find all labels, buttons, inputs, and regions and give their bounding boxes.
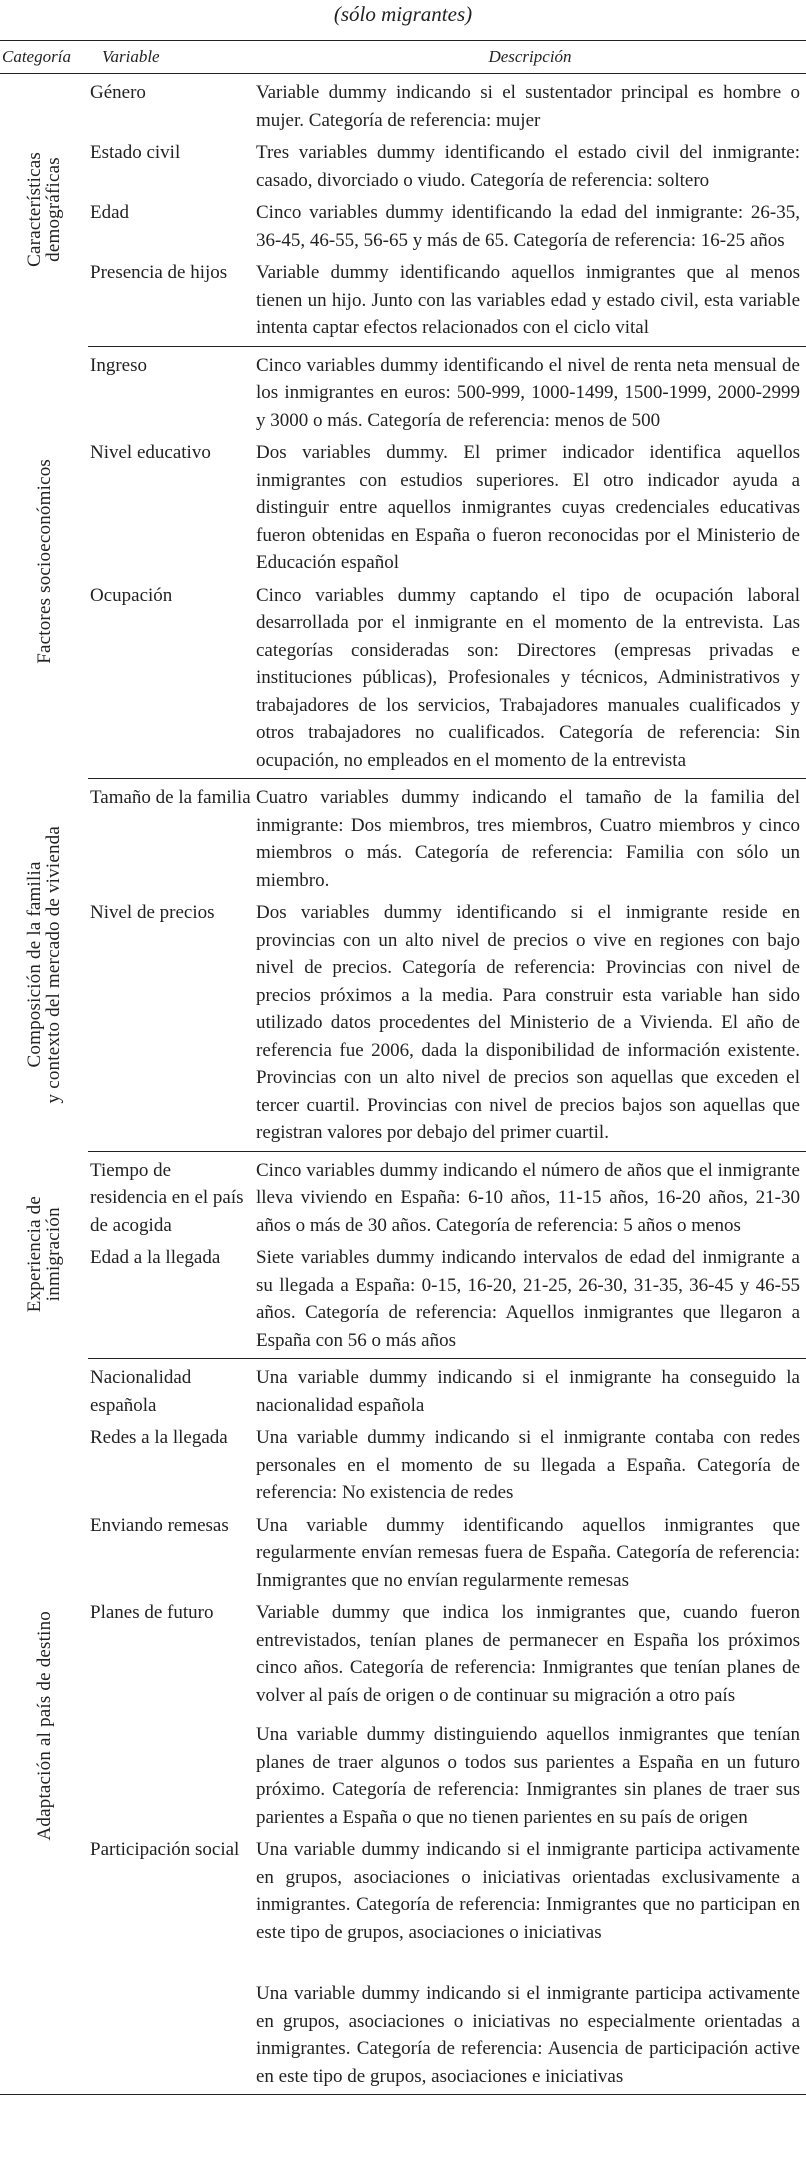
category-label-line: y contexto del mercado de vivienda: [43, 825, 64, 1103]
table-row: [88, 1831, 806, 2090]
variable-cell: Estado civil: [90, 142, 181, 163]
table-section: [0, 1358, 806, 2094]
description-cell: [256, 1244, 806, 1354]
table-section: [0, 778, 806, 1151]
category-label-line: Adaptación al país de destino: [33, 1611, 55, 1841]
variable-cell: Género: [90, 82, 146, 103]
description-cell: [256, 139, 806, 194]
table-row: [88, 1507, 806, 1595]
category-label-line: Características: [24, 152, 45, 268]
table-row: [88, 1419, 806, 1507]
description-cell: [256, 784, 806, 894]
table-row: [88, 347, 806, 435]
table-row: [88, 194, 806, 254]
variable-cell: Planes de futuro: [90, 1602, 214, 1623]
table-subtitle: (sólo migrantes): [333, 2, 473, 26]
table-row: [88, 894, 806, 1147]
table-section: [0, 74, 806, 346]
description-paragraph: Cuatro variables dummy indicando el tamaño de la familia del inmigrante: Dos miembros, tres miembros, Cuatro miembros y cinco miembros o más. Categoría de referencia: Familia con sólo un miembro.: [256, 787, 800, 891]
category-cell: [0, 74, 88, 346]
category-label: [35, 1611, 54, 1841]
description-paragraph: Una variable dummy distinguiendo aquellos inmigrantes que tenían planes de traer algunos o todos sus parientes a España en un futuro próximo. Categoría de referencia: Inmigrantes sin planes de traer sus parientes a España o que no tienen parientes en su país de origen: [256, 1724, 800, 1828]
variable-cell: Nivel de precios: [90, 902, 215, 923]
category-label: [25, 152, 63, 267]
description-paragraph: Variable dummy identificando aquellos inmigrantes que al menos tienen un hijo. Junto con las variables edad y estado civil, esta variable intenta captar efectos relacionados con el ciclo vital: [256, 262, 800, 338]
table-body: [0, 74, 806, 2094]
table-row: [88, 434, 806, 577]
description-paragraph: Cinco variables dummy captando el tipo de ocupación laboral desarrollada por el inmigrante en el momento de la entrevista. Las categorías consideradas son: Directores (empresas privadas e instituciones públicas), Profesionales y técnicos, Administrativos y trabajadores de los servicios, Trabajadores manuales cualificados y otros trabajadores no cualificados. Categoría de referencia: Sin ocupación, no empleados en el momento de la entrevista: [256, 584, 800, 771]
category-cell: [0, 778, 88, 1151]
header-variable: Variable: [102, 47, 160, 66]
description-cell: [256, 1599, 806, 1831]
variable-cell: Participación social: [90, 1839, 240, 1860]
category-label: [35, 459, 54, 664]
description-paragraph: Siete variables dummy indicando intervalos de edad del inmigrante a su llegada a España: 0-15, 16-20, 21-25, 26-30, 31-35, 36-45 y 46-55 años. Categoría de referencia: Aquellos inmigrantes que llegaron a España con 56 o más años: [256, 1247, 800, 1351]
variable-cell: Nivel educativo: [90, 442, 211, 463]
description-cell: [256, 439, 806, 577]
description-paragraph: Una variable dummy indicando si el inmigrante contaba con redes personales en el momento de su llegada a España. Categoría de referencia: No existencia de redes: [256, 1427, 800, 1503]
variable-cell: Enviando remesas: [90, 1514, 229, 1536]
category-label-line: inmigración: [43, 1207, 64, 1302]
table-section: [0, 1151, 806, 1359]
category-label-line: Factores socioeconómicos: [33, 459, 55, 665]
description-paragraph: Cinco variables dummy indicando el número de años que el inmigrante lleva viviendo en España: 6-10 años, 11-15 años, 16-20 años, 21-30 años o más de 30 años. Categoría de referencia: 5 años o menos: [256, 1159, 800, 1236]
table-row: [88, 134, 806, 194]
table-row: [88, 254, 806, 342]
section-rows: [88, 778, 806, 1151]
variable-cell: Ingreso: [90, 354, 147, 376]
variable-cell: Tamaño de la familia: [90, 787, 251, 808]
category-label: [25, 826, 63, 1103]
variable-cell: Ocupación: [90, 584, 173, 606]
table-row: [88, 1359, 806, 1419]
description-paragraph: Una variable dummy indicando si el inmigrante participa activamente en grupos, asociaciones o iniciativas orientadas exclusivamente a inmigrantes. Categoría de referencia: Inmigrantes que no participan en este tipo de grupos, asociaciones o iniciativas: [256, 1839, 800, 1943]
description-cell: [256, 1512, 806, 1595]
description-paragraph: Tres variables dummy identificando el estado civil del inmigrante: casado, divorciado o viudo. Categoría de referencia: soltero: [256, 142, 800, 191]
description-paragraph: Una variable dummy indicando si el inmigrante participa activamente en grupos, asociaciones o iniciativas no especialmente orientadas a inmigrantes. Categoría de referencia: Ausencia de participación active en este tipo de grupos, asociaciones e iniciativas: [256, 1983, 800, 2087]
category-label-line: demográficas: [43, 157, 64, 263]
table-row: [88, 1239, 806, 1354]
description-cell: [256, 352, 806, 435]
description-cell: [256, 1424, 806, 1507]
category-cell: [0, 1151, 88, 1359]
bottom-rule: [0, 2094, 806, 2099]
description-paragraph: Dos variables dummy. El primer indicador identifica aquellos inmigrantes con estudios superiores. El otro indicador ayuda a distinguir entre aquellos inmigrantes cuyas credenciales educativas fueron obtenidas en España o fueron reconocidas por el Ministerio de Educación español: [256, 442, 800, 573]
description-paragraph: Una variable dummy indicando si el inmigrante ha conseguido la nacionalidad española: [256, 1367, 800, 1416]
description-cell: [256, 79, 806, 134]
description-cell: [256, 1157, 806, 1240]
description-cell: [256, 199, 806, 254]
description-paragraph: Variable dummy indicando si el sustentador principal es hombre o mujer. Categoría de referencia: mujer: [256, 82, 800, 131]
table-row: [88, 74, 806, 134]
category-label: [25, 1196, 63, 1312]
description-paragraph: Cinco variables dummy identificando la edad del inmigrante: 26-35, 36-45, 46-55, 56-65 y más de 65. Categoría de referencia: 16-25 años: [256, 202, 800, 251]
category-cell: [0, 1358, 88, 2094]
description-cell: [256, 1364, 806, 1419]
table-header: [0, 40, 806, 74]
variable-cell: Nacionalidad española: [90, 1367, 192, 1416]
table-section: [0, 346, 806, 779]
table-row: [88, 577, 806, 775]
description-cell: [256, 259, 806, 342]
description-paragraph: Variable dummy que indica los inmigrantes que, cuando fueron entrevistados, tenían planes de permanecer en España los próximos cinco años. Categoría de referencia: Inmigrantes que tenían planes de volver al país de origen o de continuar su migración a otro país: [256, 1602, 800, 1706]
section-rows: [88, 74, 806, 346]
section-rows: [88, 346, 806, 779]
table-row: [88, 1594, 806, 1831]
category-label-line: Experiencia de: [24, 1196, 45, 1313]
description-paragraph: Cinco variables dummy identificando el nivel de renta neta mensual de los inmigrantes en euros: 500-999, 1000-1499, 1500-1999, 2000-2999 y 3000 o más. Categoría de referencia: menos de 500: [256, 354, 800, 431]
category-cell: [0, 346, 88, 779]
description-cell: [256, 899, 806, 1147]
variable-cell: Presencia de hijos: [90, 262, 228, 283]
header-categoria: Categoría: [2, 47, 71, 66]
variable-cell: Redes a la llegada: [90, 1427, 228, 1448]
variable-cell: Edad: [90, 202, 130, 223]
description-paragraph: Una variable dummy identificando aquellos inmigrantes que regularmente envían remesas fuera de España. Categoría de referencia: Inmigrantes que no envían regularmente remesas: [256, 1514, 800, 1591]
description-cell: [256, 582, 806, 775]
description-cell: [256, 1836, 806, 2090]
table-row: [88, 779, 806, 894]
section-rows: [88, 1151, 806, 1359]
variable-cell: Tiempo de residencia en el país de acogida: [90, 1159, 244, 1236]
header-descripcion: Descripción: [488, 47, 572, 66]
category-label-line: Composición de la familia: [24, 861, 45, 1068]
description-paragraph: Dos variables dummy identificando si el inmigrante reside en provincias con un alto nivel de precios o vive en regiones con bajo nivel de precios. Categoría de referencia: Provincias con nivel de precios próximos a la media. Para construir esta variable han sido utilizado datos procedentes del Ministerio de a Vivienda. El año de referencia fue 2006, dada la disponibilidad de información existente. Provincias con un alto nivel de precios son aquellas que exceden el tercer cuartil. Provincias con nivel de precios bajos son aquellas que registran valores por debajo del primer cuartil.: [256, 902, 800, 1143]
section-rows: [88, 1358, 806, 2094]
variable-cell: Edad a la llegada: [90, 1247, 221, 1268]
table-row: [88, 1152, 806, 1240]
